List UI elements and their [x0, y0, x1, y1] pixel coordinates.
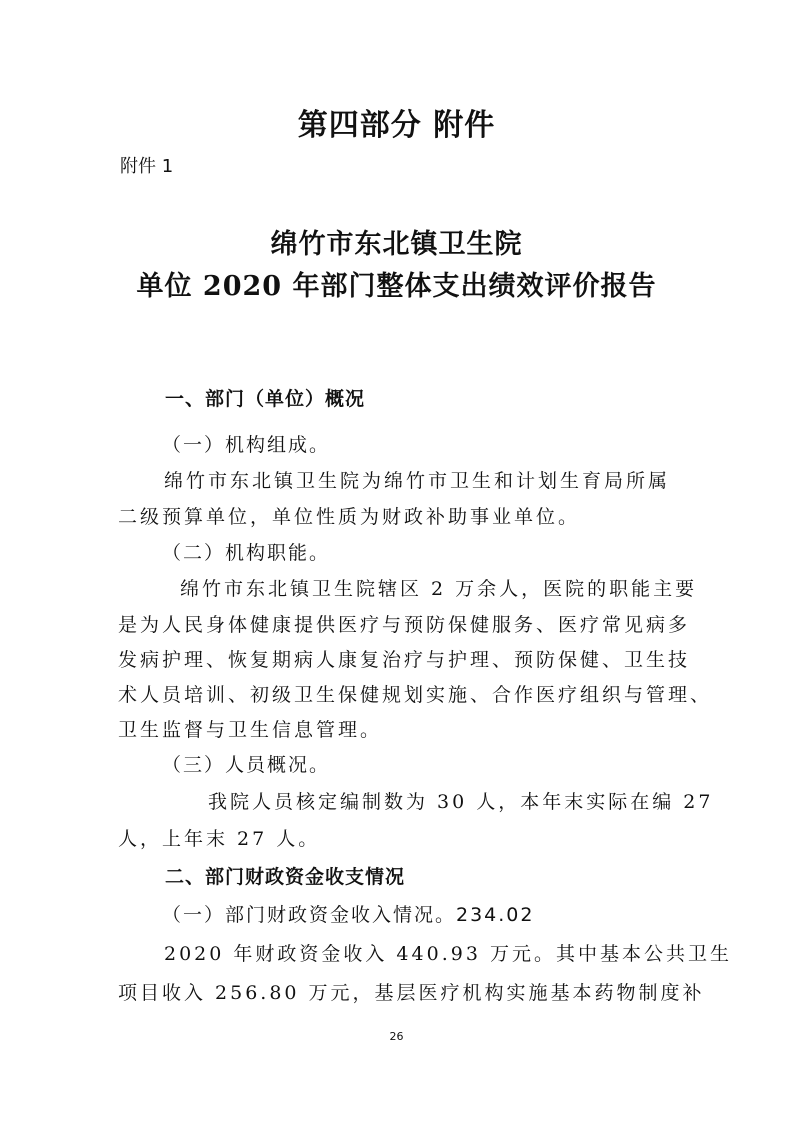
- paragraph-line: 绵竹市东北镇卫生院为绵竹市卫生和计划生育局所属: [164, 470, 671, 492]
- section-1-sub-3: （三）人员概况。: [162, 754, 331, 776]
- paragraph-line: 项目收入 256.80 万元，基层医疗机构实施基本药物制度补: [118, 982, 705, 1004]
- paragraph-line: 卫生监督与卫生信息管理。: [118, 719, 383, 741]
- report-title-line-2: 单位 2020 年部门整体支出绩效评价报告: [136, 271, 657, 302]
- section-2-heading: 二、部门财政资金收支情况: [165, 866, 406, 888]
- attachment-label: 附件 1: [120, 156, 174, 177]
- section-1-sub-2: （二）机构职能。: [162, 542, 331, 564]
- paragraph-line: 人，上年末 27 人。: [118, 828, 321, 850]
- paragraph-line: 发病护理、恢复期病人康复治疗与护理、预防保健、卫生技: [118, 649, 691, 671]
- paragraph-line: 绵竹市东北镇卫生院辖区 2 万余人，医院的职能主要: [180, 578, 698, 600]
- paragraph-line: 我院人员核定编制数为 30 人，本年末实际在编 27: [208, 791, 714, 813]
- paragraph-line: 术人员培训、初级卫生保健规划实施、合作医疗组织与管理、: [118, 684, 713, 706]
- section-1-sub-1: （一）机构组成。: [162, 434, 331, 456]
- section-2-sub-1: （一）部门财政资金收入情况。234.02: [162, 904, 535, 926]
- paragraph-line: 是为人民身体健康提供医疗与预防保健服务、医疗常见病多: [118, 614, 691, 636]
- paragraph-line: 二级预算单位，单位性质为财政补助事业单位。: [118, 506, 581, 528]
- section-1-heading: 一、部门（单位）概况: [165, 388, 366, 410]
- paragraph-line: 2020 年财政资金收入 440.93 万元。其中基本公共卫生: [164, 943, 732, 965]
- part-title: 第四部分 附件: [297, 108, 496, 143]
- page-number: 26: [389, 1030, 404, 1043]
- report-title-line-1: 绵竹市东北镇卫生院: [270, 229, 523, 260]
